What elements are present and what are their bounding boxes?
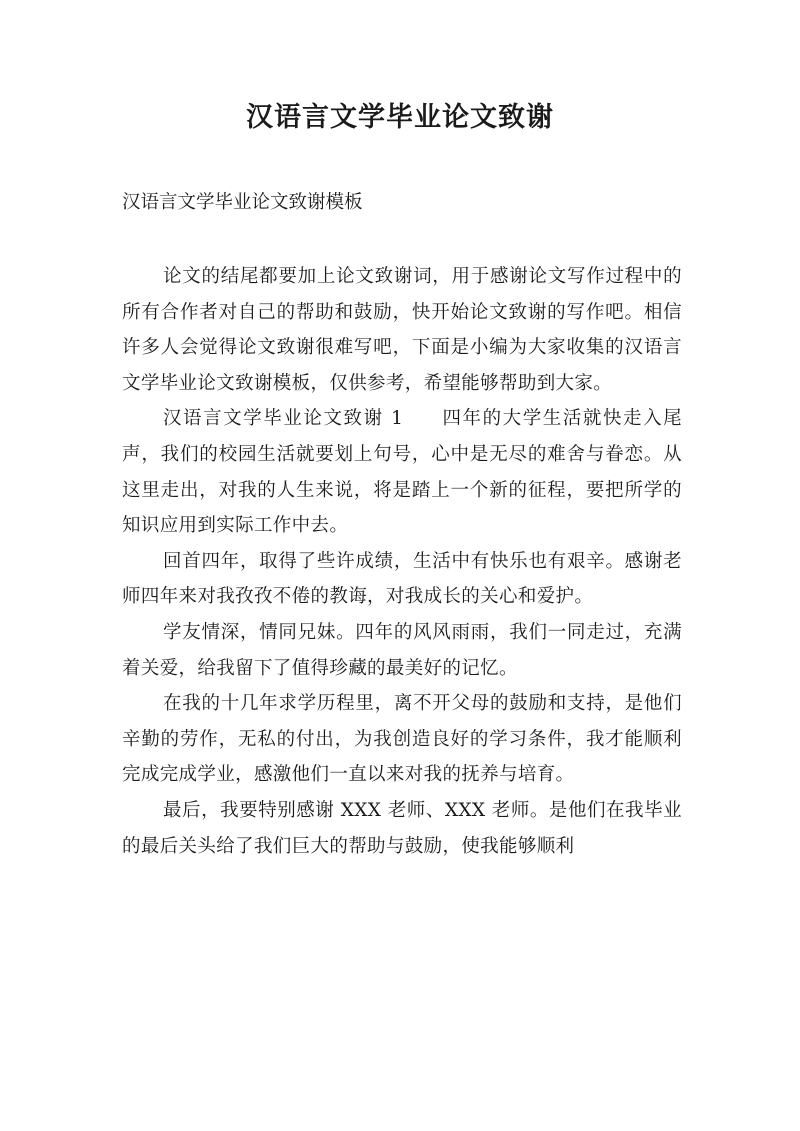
document-title: 汉语言文学毕业论文致谢	[246, 102, 554, 133]
gratitude-classmates-paragraph: 学友情深，情同兄妹。四年的风风雨雨，我们一同走过，充满着关爱，给我留下了值得珍藏的最美好的记忆。	[122, 621, 682, 679]
document-body	[122, 259, 682, 864]
section1-heading: 汉语言文学毕业论文致谢 1	[163, 408, 404, 430]
gratitude-teachers-paragraph: 回首四年，取得了些许成绩，生活中有快乐也有艰辛。感谢老师四年来对我孜孜不倦的教诲，对我成长的关心和爱护。	[122, 550, 682, 608]
section1-text: 四年的大学生活就快走入尾声，我们的校园生活就要划上句号，心中是无尽的难舍与眷恋。从这里走出，对我的人生来说，将是踏上一个新的征程，要把所学的知识应用到实际工作中去。	[122, 408, 682, 537]
gratitude-parents-paragraph: 在我的十几年求学历程里，离不开父母的鼓励和支持，是他们辛勤的劳作，无私的付出，为我创造良好的学习条件，我才能顺利完成完成学业，感激他们一直以来对我的抚养与培育。	[122, 693, 682, 786]
document-subtitle: 汉语言文学毕业论文致谢模板	[122, 192, 363, 213]
gratitude-advisors-paragraph: 最后，我要特别感谢 XXX 老师、XXX 老师。是他们在我毕业的最后关头给了我们巨大的帮助与鼓励，使我能够顺利	[122, 799, 682, 857]
intro-paragraph: 论文的结尾都要加上论文致谢词，用于感谢论文写作过程中的所有合作者对自己的帮助和鼓励，快开始论文致谢的写作吧。相信许多人会觉得论文致谢很难写吧，下面是小编为大家收集的汉语言文学毕业论文致谢模板，仅供参考，希望能够帮助到大家。	[122, 266, 682, 394]
section1-paragraph	[122, 401, 682, 543]
